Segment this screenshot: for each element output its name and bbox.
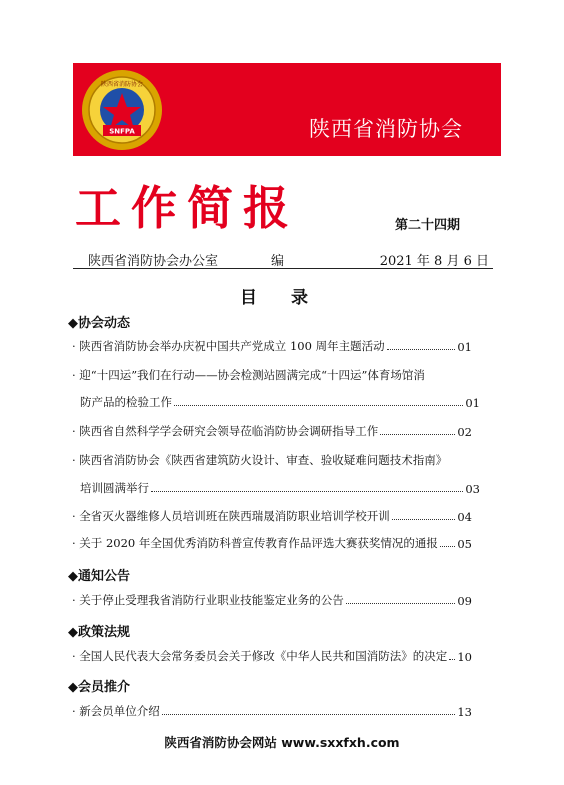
toc-item[interactable]: · 陕西省消防协会举办庆祝中国共产党成立 100 周年主题活动 01 <box>72 339 472 354</box>
toc-item-continued[interactable]: 培训圆满举行 03 <box>80 481 480 496</box>
page-number: 04 <box>457 510 472 524</box>
toc-item[interactable]: · 陕西省消防协会《陕西省建筑防火设计、审查、验收疑难问题技术指南》 <box>72 453 448 467</box>
page-number: 03 <box>465 482 480 496</box>
issue-date: 2021 年 8 月 6 日 <box>379 254 489 269</box>
toc-item[interactable]: · 陕西省自然科学学会研究会领导莅临消防协会调研指导工作 02 <box>72 424 472 439</box>
toc-item-continued[interactable]: 防产品的检验工作 01 <box>80 395 480 410</box>
page-number: 10 <box>457 650 472 664</box>
website-footer[interactable]: 陕西省消防协会网站 www.sxxfxh.com <box>164 735 400 750</box>
section-heading: ◆政策法规 <box>68 625 130 640</box>
section-heading: ◆会员推介 <box>68 680 130 695</box>
section-heading: ◆协会动态 <box>68 316 130 331</box>
page-number: 02 <box>457 425 472 439</box>
toc-title: 目录 <box>240 288 342 308</box>
page-number: 01 <box>457 340 472 354</box>
editor-office: 陕西省消防协会办公室 <box>88 254 219 269</box>
issue-number: 第二十四期 <box>395 218 461 233</box>
page-number: 01 <box>465 396 480 410</box>
editor-line <box>73 250 493 269</box>
toc-item[interactable]: · 全省灭火器维修人员培训班在陕西瑞晟消防职业培训学校开训 04 <box>72 509 472 524</box>
logo-abbr: SNFPA <box>109 127 135 136</box>
toc-item[interactable]: · 关于 2020 年全国优秀消防科普宣传教育作品评选大赛获奖情况的通报 05 <box>72 536 472 551</box>
editor-edit: 编 <box>271 254 285 269</box>
association-logo <box>81 69 163 151</box>
toc-item[interactable]: · 迎“十四运”我们在行动——协会检测站圆满完成“十四运”体育场馆消 <box>72 368 425 382</box>
toc-item[interactable]: · 新会员单位介绍 13 <box>72 704 472 719</box>
logo-text: 陕西省消防协会 <box>100 81 144 88</box>
page-number: 13 <box>457 705 472 719</box>
bulletin-title: 工作简报 <box>75 181 299 235</box>
section-heading: ◆通知公告 <box>68 569 130 584</box>
page-number: 09 <box>457 594 472 608</box>
association-name: 陕西省消防协会 <box>309 117 463 141</box>
toc-item[interactable]: · 全国人民代表大会常务委员会关于修改《中华人民共和国消防法》的决定 10 <box>72 649 472 664</box>
page-number: 05 <box>457 537 472 551</box>
toc-item[interactable]: · 关于停止受理我省消防行业职业技能鉴定业务的公告 09 <box>72 593 472 608</box>
